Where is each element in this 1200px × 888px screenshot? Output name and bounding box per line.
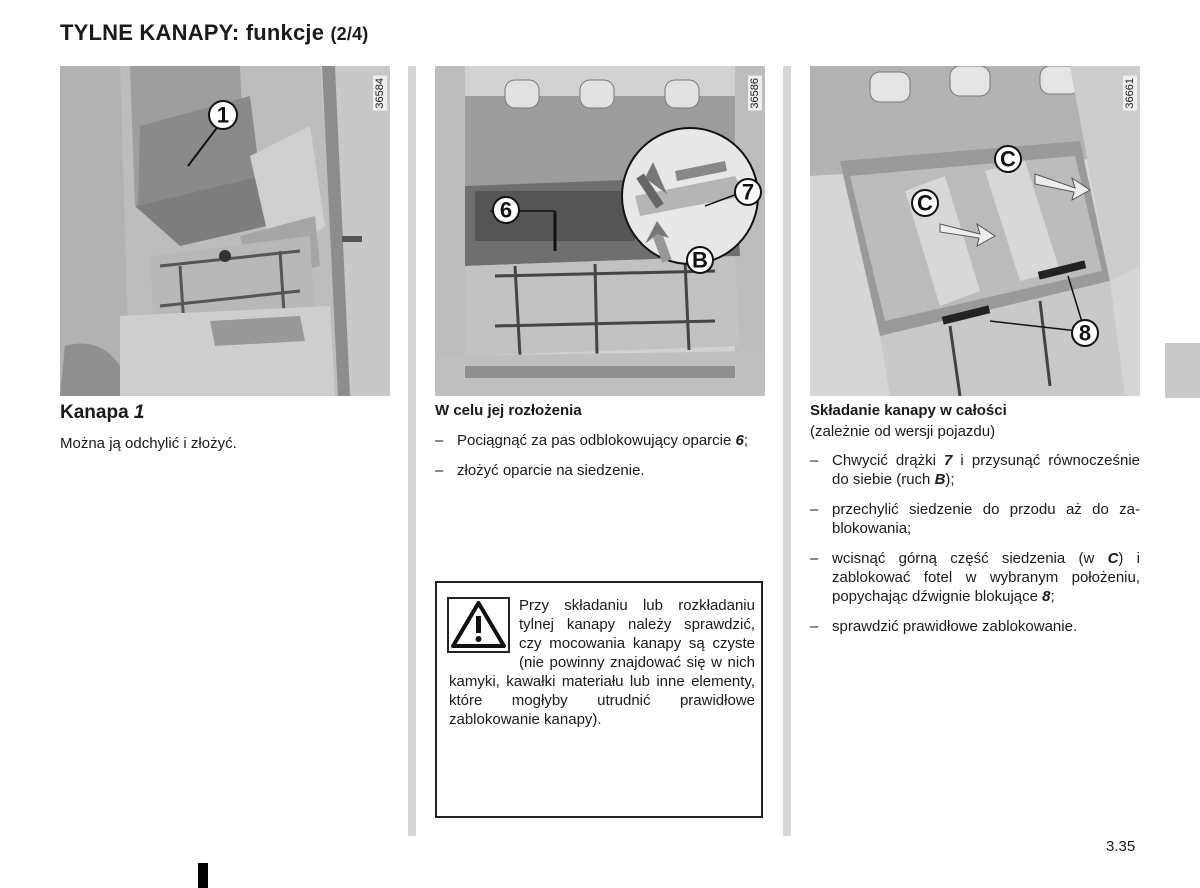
step-text: ; — [1050, 588, 1055, 605]
page-number: 3.35 — [1106, 838, 1136, 855]
warning-text: Przy składaniu lub rozkładaniu tylnej kanapy należy sprawdzić, czy mocowania kanapy są czyste (nie powinny znajdować się w nich kamyki, kawałki materiału lub inne elementy, które mogłyby utrudnić prawidłowe zablokowanie kanapy). — [449, 597, 755, 728]
reference-number: 6 — [735, 432, 744, 449]
section-heading-fold: Składanie kanapy w całości — [810, 402, 1007, 419]
list-item — [810, 500, 1140, 538]
figure-number: 36586 — [749, 78, 761, 109]
list-item — [435, 461, 765, 480]
step-text: ; — [743, 432, 749, 449]
step-text: złożyć oparcie na siedzenie. — [457, 462, 645, 479]
reference-number: 8 — [1042, 588, 1051, 605]
unfold-steps — [435, 431, 765, 491]
callout-c: C — [1000, 146, 1016, 172]
illustration-fold-bench — [810, 66, 1140, 396]
reference-number: 7 — [944, 452, 953, 469]
page-title — [60, 20, 368, 46]
steps-list — [810, 451, 1140, 636]
warning-text-block — [449, 596, 755, 729]
step-text: ) i zablokować fotel w wybranym położeniu, popychając dźwignie blokujące — [832, 550, 1140, 605]
step-text: i przysunąć równocześnie do siebie (ruch — [832, 452, 1141, 488]
list-item — [810, 451, 1140, 489]
step-text: Chwycić drążki — [832, 452, 945, 469]
callout-c: C — [917, 190, 933, 216]
page-title-part: (2/4) — [330, 24, 369, 44]
figure-number: 36584 — [374, 78, 386, 109]
callout-7: 7 — [741, 179, 755, 205]
section-heading-bench — [60, 402, 145, 424]
version-note: (zależnie od wersji pojazdu) — [810, 423, 996, 440]
column-divider — [783, 66, 791, 836]
fold-subheading — [810, 422, 1140, 441]
illustration-unfold-bench — [435, 66, 765, 396]
step-text: przechylić siedzenie do przodu aż do zablokowania; — [832, 501, 1140, 537]
unfold-illustration-svg — [435, 66, 765, 396]
page-title-text: TYLNE KANAPY: funkcje — [60, 20, 325, 45]
list-item — [810, 549, 1140, 606]
icon-spacer — [449, 596, 519, 672]
callout-b: B — [692, 247, 708, 273]
reference-letter: C — [1107, 550, 1119, 567]
crop-mark — [198, 863, 208, 888]
callout-6: 6 — [499, 197, 513, 223]
list-item — [810, 617, 1140, 636]
step-text: wcisnąć górną część siedzenia (w — [832, 550, 1108, 567]
step-text: Pociągnąć za pas odblokowujący oparcie — [457, 432, 736, 449]
figure-number: 36661 — [1124, 78, 1136, 109]
reference-letter: B — [934, 471, 946, 488]
bench-illustration-svg — [60, 66, 390, 396]
bench-description — [60, 434, 390, 453]
section-tab — [1165, 343, 1200, 398]
warning-box — [435, 581, 763, 818]
list-item — [435, 431, 765, 450]
section-heading-text: Kanapa — [60, 402, 129, 423]
column-divider — [408, 66, 416, 836]
body-text: Można ją odchylić i złożyć. — [60, 435, 237, 452]
steps-list — [435, 431, 765, 480]
fold-steps — [810, 451, 1140, 647]
section-heading-unfold: W celu jej rozłożenia — [435, 402, 582, 419]
callout-1: 1 — [216, 102, 230, 128]
step-text: sprawdzić prawidłowe zablokowanie. — [832, 618, 1078, 635]
fold-illustration-svg — [810, 66, 1140, 396]
step-text: ); — [945, 471, 955, 488]
callout-8: 8 — [1078, 320, 1092, 346]
reference-number: 1 — [133, 402, 145, 423]
illustration-bench-1 — [60, 66, 390, 396]
